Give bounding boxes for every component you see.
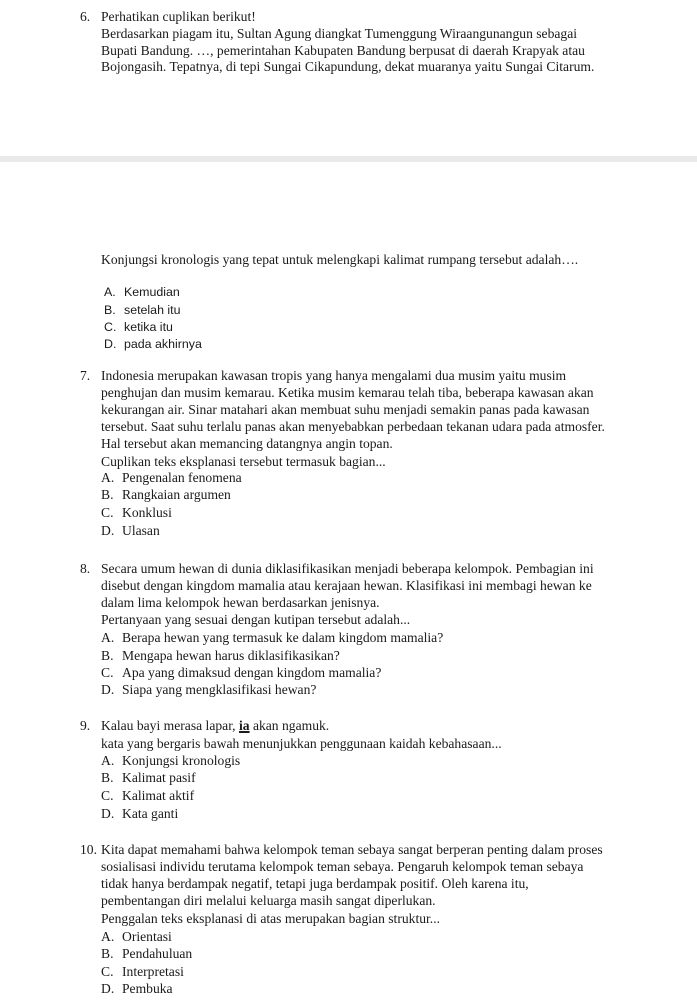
option-text: ketika itu (124, 320, 173, 334)
option-text: Ulasan (122, 523, 160, 538)
option-letter: B. (104, 303, 116, 317)
underlined-word: ia (238, 718, 250, 733)
option-letter: D. (101, 682, 115, 697)
passage-line: Bupati Bandung. …, pemerintahan Kabupaten Bandung berpusat di daerah Krapyak atau (101, 43, 585, 58)
question-prompt: Konjungsi kronologis yang tepat untuk melengkapi kalimat rumpang tersebut adalah…. (101, 252, 579, 267)
option-text: Pembuka (122, 981, 173, 996)
question-prompt: Penggalan teks eksplanasi di atas merupakan bagian struktur... (101, 911, 441, 926)
option-text: Pengenalan fenomena (122, 470, 242, 485)
option-text: Konjungsi kronologis (122, 753, 241, 768)
passage-line: kekurangan air. Sinar matahari akan membuat suhu menjadi semakin panas pada kawasan (101, 402, 590, 417)
question-number: 7. (80, 368, 91, 383)
passage-line: dalam lima kelompok hewan berdasarkan jenisnya. (101, 595, 380, 610)
option-letter: C. (101, 665, 114, 680)
passage-line: tersebut. Saat suhu terlalu panas akan menyebabkan perbedaan tekanan udara pada atmosfer. (101, 419, 605, 434)
question-prompt: kata yang bergaris bawah menunjukkan penggunaan kaidah kebahasaan... (101, 736, 502, 751)
question-prompt: Cuplikan teks eksplanasi tersebut termasuk bagian... (101, 454, 386, 469)
passage-line: Indonesia merupakan kawasan tropis yang hanya mengalami dua musim yaitu musim (101, 368, 567, 383)
option-letter: C. (101, 964, 114, 979)
passage-line: sosialisasi individu terutama kelompok teman sebaya. Pengaruh kelompok teman sebaya (101, 859, 584, 874)
passage-line: Hal tersebut akan memancing datangnya angin topan. (101, 436, 393, 451)
question-number: 8. (80, 561, 91, 576)
question-sentence (101, 718, 329, 734)
option-text: Apa yang dimaksud dengan kingdom mamalia? (122, 665, 382, 680)
option-letter: B. (101, 946, 114, 961)
sentence-before: Kalau bayi merasa lapar, (101, 718, 239, 733)
option-text: Konklusi (122, 505, 172, 520)
passage-line: tidak hanya berdampak negatif, tetapi juga berdampak positif. Oleh karena itu, (101, 876, 529, 891)
passage-line: penghujan dan musim kemarau. Ketika musim kemarau telah tiba, beberapa kawasan akan (101, 385, 594, 400)
option-letter: D. (101, 523, 115, 538)
option-text: Kalimat aktif (122, 788, 195, 803)
option-letter: C. (101, 505, 114, 520)
passage-line: Bojongasih. Tepatnya, di tepi Sungai Cikapundung, dekat muaranya yaitu Sungai Citarum. (101, 59, 595, 74)
option-text: setelah itu (124, 303, 181, 317)
option-letter: A. (101, 630, 115, 645)
question-number: 10. (80, 842, 97, 857)
question-heading: Perhatikan cuplikan berikut! (101, 9, 256, 24)
question-number: 6. (80, 9, 91, 24)
option-text: Kemudian (124, 285, 180, 299)
option-text: Siapa yang mengklasifikasi hewan? (122, 682, 317, 697)
option-letter: D. (101, 981, 115, 996)
option-text: Mengapa hewan harus diklasifikasikan? (122, 648, 340, 663)
option-text: Orientasi (122, 929, 172, 944)
option-text: Kalimat pasif (122, 770, 196, 785)
option-letter: A. (101, 470, 115, 485)
passage-line: disebut dengan kingdom mamalia atau kerajaan hewan. Klasifikasi ini membagi hewan ke (101, 578, 592, 593)
option-letter: B. (101, 770, 114, 785)
option-text: Berapa hewan yang termasuk ke dalam kingdom mamalia? (122, 630, 444, 645)
option-letter: D. (104, 337, 117, 351)
question-prompt: Pertanyaan yang sesuai dengan kutipan tersebut adalah... (101, 612, 411, 627)
option-letter: A. (104, 285, 116, 299)
option-text: Interpretasi (122, 964, 184, 979)
option-letter: C. (101, 788, 114, 803)
option-letter: A. (101, 929, 115, 944)
option-text: Kata ganti (122, 806, 179, 821)
option-letter: D. (101, 806, 115, 821)
sentence-after: akan ngamuk. (249, 718, 330, 733)
passage-line: Berdasarkan piagam itu, Sultan Agung diangkat Tumenggung Wiraangunangun sebagai (101, 26, 578, 41)
page-divider (0, 156, 697, 162)
option-text: pada akhirnya (124, 337, 202, 351)
option-letter: B. (101, 648, 114, 663)
passage-line: pembentangan diri melalui keluarga masih sangat diperlukan. (101, 893, 436, 908)
option-text: Rangkaian argumen (122, 487, 231, 502)
option-letter: B. (101, 487, 114, 502)
question-number: 9. (80, 718, 91, 733)
passage-line: Kita dapat memahami bahwa kelompok teman sebaya sangat berperan penting dalam proses (101, 842, 603, 857)
option-text: Pendahuluan (122, 946, 193, 961)
passage-line: Secara umum hewan di dunia diklasifikasikan menjadi beberapa kelompok. Pembagian ini (101, 561, 594, 576)
option-letter: C. (104, 320, 117, 334)
option-letter: A. (101, 753, 115, 768)
